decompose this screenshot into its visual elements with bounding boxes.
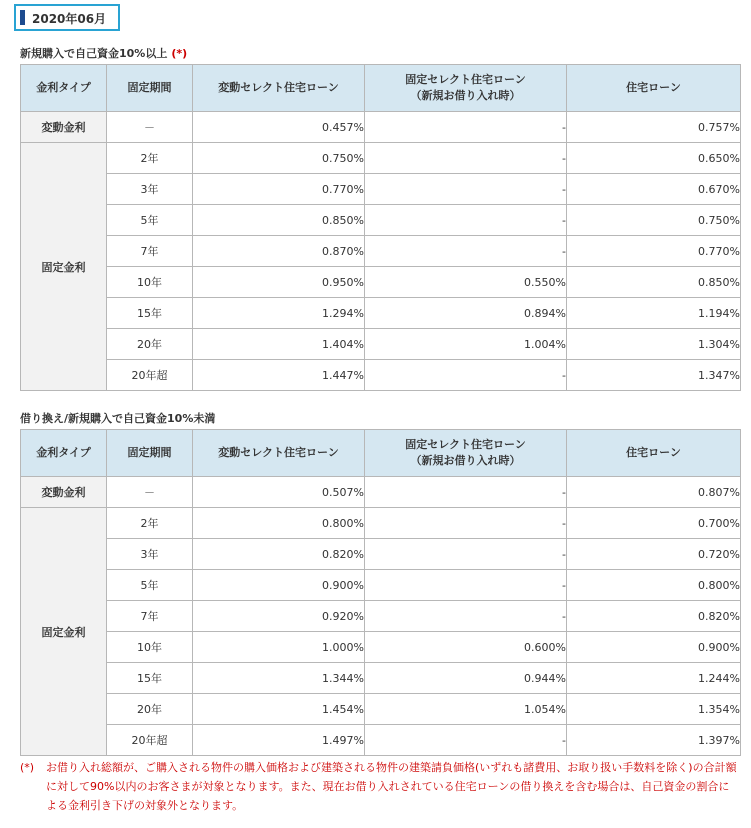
variable-select-rate: 0.800%: [193, 508, 365, 539]
table-row: [21, 632, 741, 663]
header-variable-select: 変動セレクト住宅ローン: [193, 430, 365, 477]
variable-select-rate: 0.770%: [193, 174, 365, 205]
table-row: [21, 601, 741, 632]
rate-type-cell: 固定金利: [21, 143, 107, 391]
fixed-select-rate: -: [365, 174, 567, 205]
fixed-select-rate: 0.550%: [365, 267, 567, 298]
header-fixed-select-line2: （新規お借り入れ時）: [410, 454, 521, 467]
fixed-select-rate: -: [365, 539, 567, 570]
period-cell: －: [107, 112, 193, 143]
housing-loan-rate: 1.347%: [567, 360, 741, 391]
fixed-select-rate: -: [365, 508, 567, 539]
housing-loan-rate: 0.700%: [567, 508, 741, 539]
table-row: [21, 508, 741, 539]
header-fixed-select-line2: （新規お借り入れ時）: [410, 89, 521, 102]
period-cell: 10年: [107, 632, 193, 663]
fixed-select-rate: -: [365, 205, 567, 236]
table-row: [21, 112, 741, 143]
table-row: [21, 267, 741, 298]
variable-select-rate: 0.750%: [193, 143, 365, 174]
table-row: [21, 663, 741, 694]
section-title-text: 新規購入で自己資金10%以上: [20, 47, 168, 60]
housing-loan-rate: 0.750%: [567, 205, 741, 236]
housing-loan-rate: 0.820%: [567, 601, 741, 632]
period-cell: 3年: [107, 174, 193, 205]
footnote-text: お借り入れ総額が、ご購入される物件の購入価格および建築される物件の建築請負価格(いずれも諸費用、お取り扱い手数料を除く)の合計額に対して90%以内のお客さまが対象となります。また、現在お借り入れされている住宅ローンの借り換えを含む場合は、自己資金の割合による金利引き下げの対象外となります。: [46, 761, 737, 812]
table-row: [21, 725, 741, 756]
housing-loan-rate: 0.650%: [567, 143, 741, 174]
variable-select-rate: 1.404%: [193, 329, 365, 360]
rate-type-cell: 固定金利: [21, 508, 107, 756]
footnote-mark: (*): [20, 761, 35, 774]
table-row: [21, 236, 741, 267]
fixed-select-rate: -: [365, 477, 567, 508]
fixed-select-rate: -: [365, 112, 567, 143]
variable-select-rate: 0.457%: [193, 112, 365, 143]
table-header-row: [21, 65, 741, 112]
footnote: [20, 758, 738, 815]
table-row: [21, 298, 741, 329]
variable-select-rate: 1.344%: [193, 663, 365, 694]
date-marker: [20, 10, 25, 25]
housing-loan-rate: 1.244%: [567, 663, 741, 694]
period-cell: 20年: [107, 694, 193, 725]
date-label: 2020年06月: [32, 12, 107, 26]
period-cell: 20年超: [107, 360, 193, 391]
period-cell: 2年: [107, 143, 193, 174]
housing-loan-rate: 0.770%: [567, 236, 741, 267]
period-cell: 20年: [107, 329, 193, 360]
period-cell: 15年: [107, 298, 193, 329]
table-header-row: [21, 430, 741, 477]
housing-loan-rate: 1.354%: [567, 694, 741, 725]
housing-loan-rate: 0.807%: [567, 477, 741, 508]
period-cell: 10年: [107, 267, 193, 298]
rate-table-1: [20, 64, 741, 391]
period-cell: 5年: [107, 570, 193, 601]
housing-loan-rate: 0.720%: [567, 539, 741, 570]
variable-select-rate: 1.497%: [193, 725, 365, 756]
variable-select-rate: 0.920%: [193, 601, 365, 632]
housing-loan-rate: 0.850%: [567, 267, 741, 298]
header-fixed-period: 固定期間: [107, 65, 193, 112]
header-fixed-period: 固定期間: [107, 430, 193, 477]
period-cell: 3年: [107, 539, 193, 570]
header-fixed-select-line1: 固定セレクト住宅ローン: [405, 438, 526, 451]
fixed-select-rate: -: [365, 360, 567, 391]
housing-loan-rate: 1.397%: [567, 725, 741, 756]
table-row: [21, 477, 741, 508]
header-rate-type: 金利タイプ: [21, 65, 107, 112]
fixed-select-rate: 1.054%: [365, 694, 567, 725]
table-row: [21, 329, 741, 360]
table-row: [21, 143, 741, 174]
header-fixed-select: [365, 65, 567, 112]
fixed-select-rate: 0.600%: [365, 632, 567, 663]
header-fixed-select: [365, 430, 567, 477]
table-row: [21, 205, 741, 236]
header-housing-loan: 住宅ローン: [567, 65, 741, 112]
header-variable-select: 変動セレクト住宅ローン: [193, 65, 365, 112]
table-row: [21, 539, 741, 570]
fixed-select-rate: 0.894%: [365, 298, 567, 329]
variable-select-rate: 0.900%: [193, 570, 365, 601]
period-cell: 7年: [107, 236, 193, 267]
section-title-1: [20, 45, 187, 61]
period-cell: 5年: [107, 205, 193, 236]
variable-select-rate: 0.507%: [193, 477, 365, 508]
table-row: [21, 174, 741, 205]
variable-select-rate: 0.850%: [193, 205, 365, 236]
rate-type-cell: 変動金利: [21, 477, 107, 508]
header-rate-type: 金利タイプ: [21, 430, 107, 477]
variable-select-rate: 1.454%: [193, 694, 365, 725]
section-title-text: 借り換え/新規購入で自己資金10%未満: [20, 412, 216, 425]
note-marker: (*): [171, 47, 188, 60]
fixed-select-rate: -: [365, 236, 567, 267]
section-title-2: [20, 410, 215, 426]
table-row: [21, 570, 741, 601]
variable-select-rate: 0.820%: [193, 539, 365, 570]
housing-loan-rate: 0.800%: [567, 570, 741, 601]
period-cell: 7年: [107, 601, 193, 632]
housing-loan-rate: 0.757%: [567, 112, 741, 143]
housing-loan-rate: 1.194%: [567, 298, 741, 329]
fixed-select-rate: -: [365, 570, 567, 601]
fixed-select-rate: -: [365, 725, 567, 756]
fixed-select-rate: 1.004%: [365, 329, 567, 360]
variable-select-rate: 0.870%: [193, 236, 365, 267]
table-row: [21, 694, 741, 725]
housing-loan-rate: 0.670%: [567, 174, 741, 205]
period-cell: －: [107, 477, 193, 508]
period-cell: 2年: [107, 508, 193, 539]
period-cell: 20年超: [107, 725, 193, 756]
rate-table-2: [20, 429, 741, 756]
header-housing-loan: 住宅ローン: [567, 430, 741, 477]
variable-select-rate: 1.000%: [193, 632, 365, 663]
fixed-select-rate: -: [365, 143, 567, 174]
housing-loan-rate: 0.900%: [567, 632, 741, 663]
variable-select-rate: 0.950%: [193, 267, 365, 298]
housing-loan-rate: 1.304%: [567, 329, 741, 360]
header-fixed-select-line1: 固定セレクト住宅ローン: [405, 73, 526, 86]
fixed-select-rate: 0.944%: [365, 663, 567, 694]
rate-type-cell: 変動金利: [21, 112, 107, 143]
fixed-select-rate: -: [365, 601, 567, 632]
variable-select-rate: 1.447%: [193, 360, 365, 391]
variable-select-rate: 1.294%: [193, 298, 365, 329]
period-cell: 15年: [107, 663, 193, 694]
date-tab: [14, 4, 120, 31]
table-row: [21, 360, 741, 391]
